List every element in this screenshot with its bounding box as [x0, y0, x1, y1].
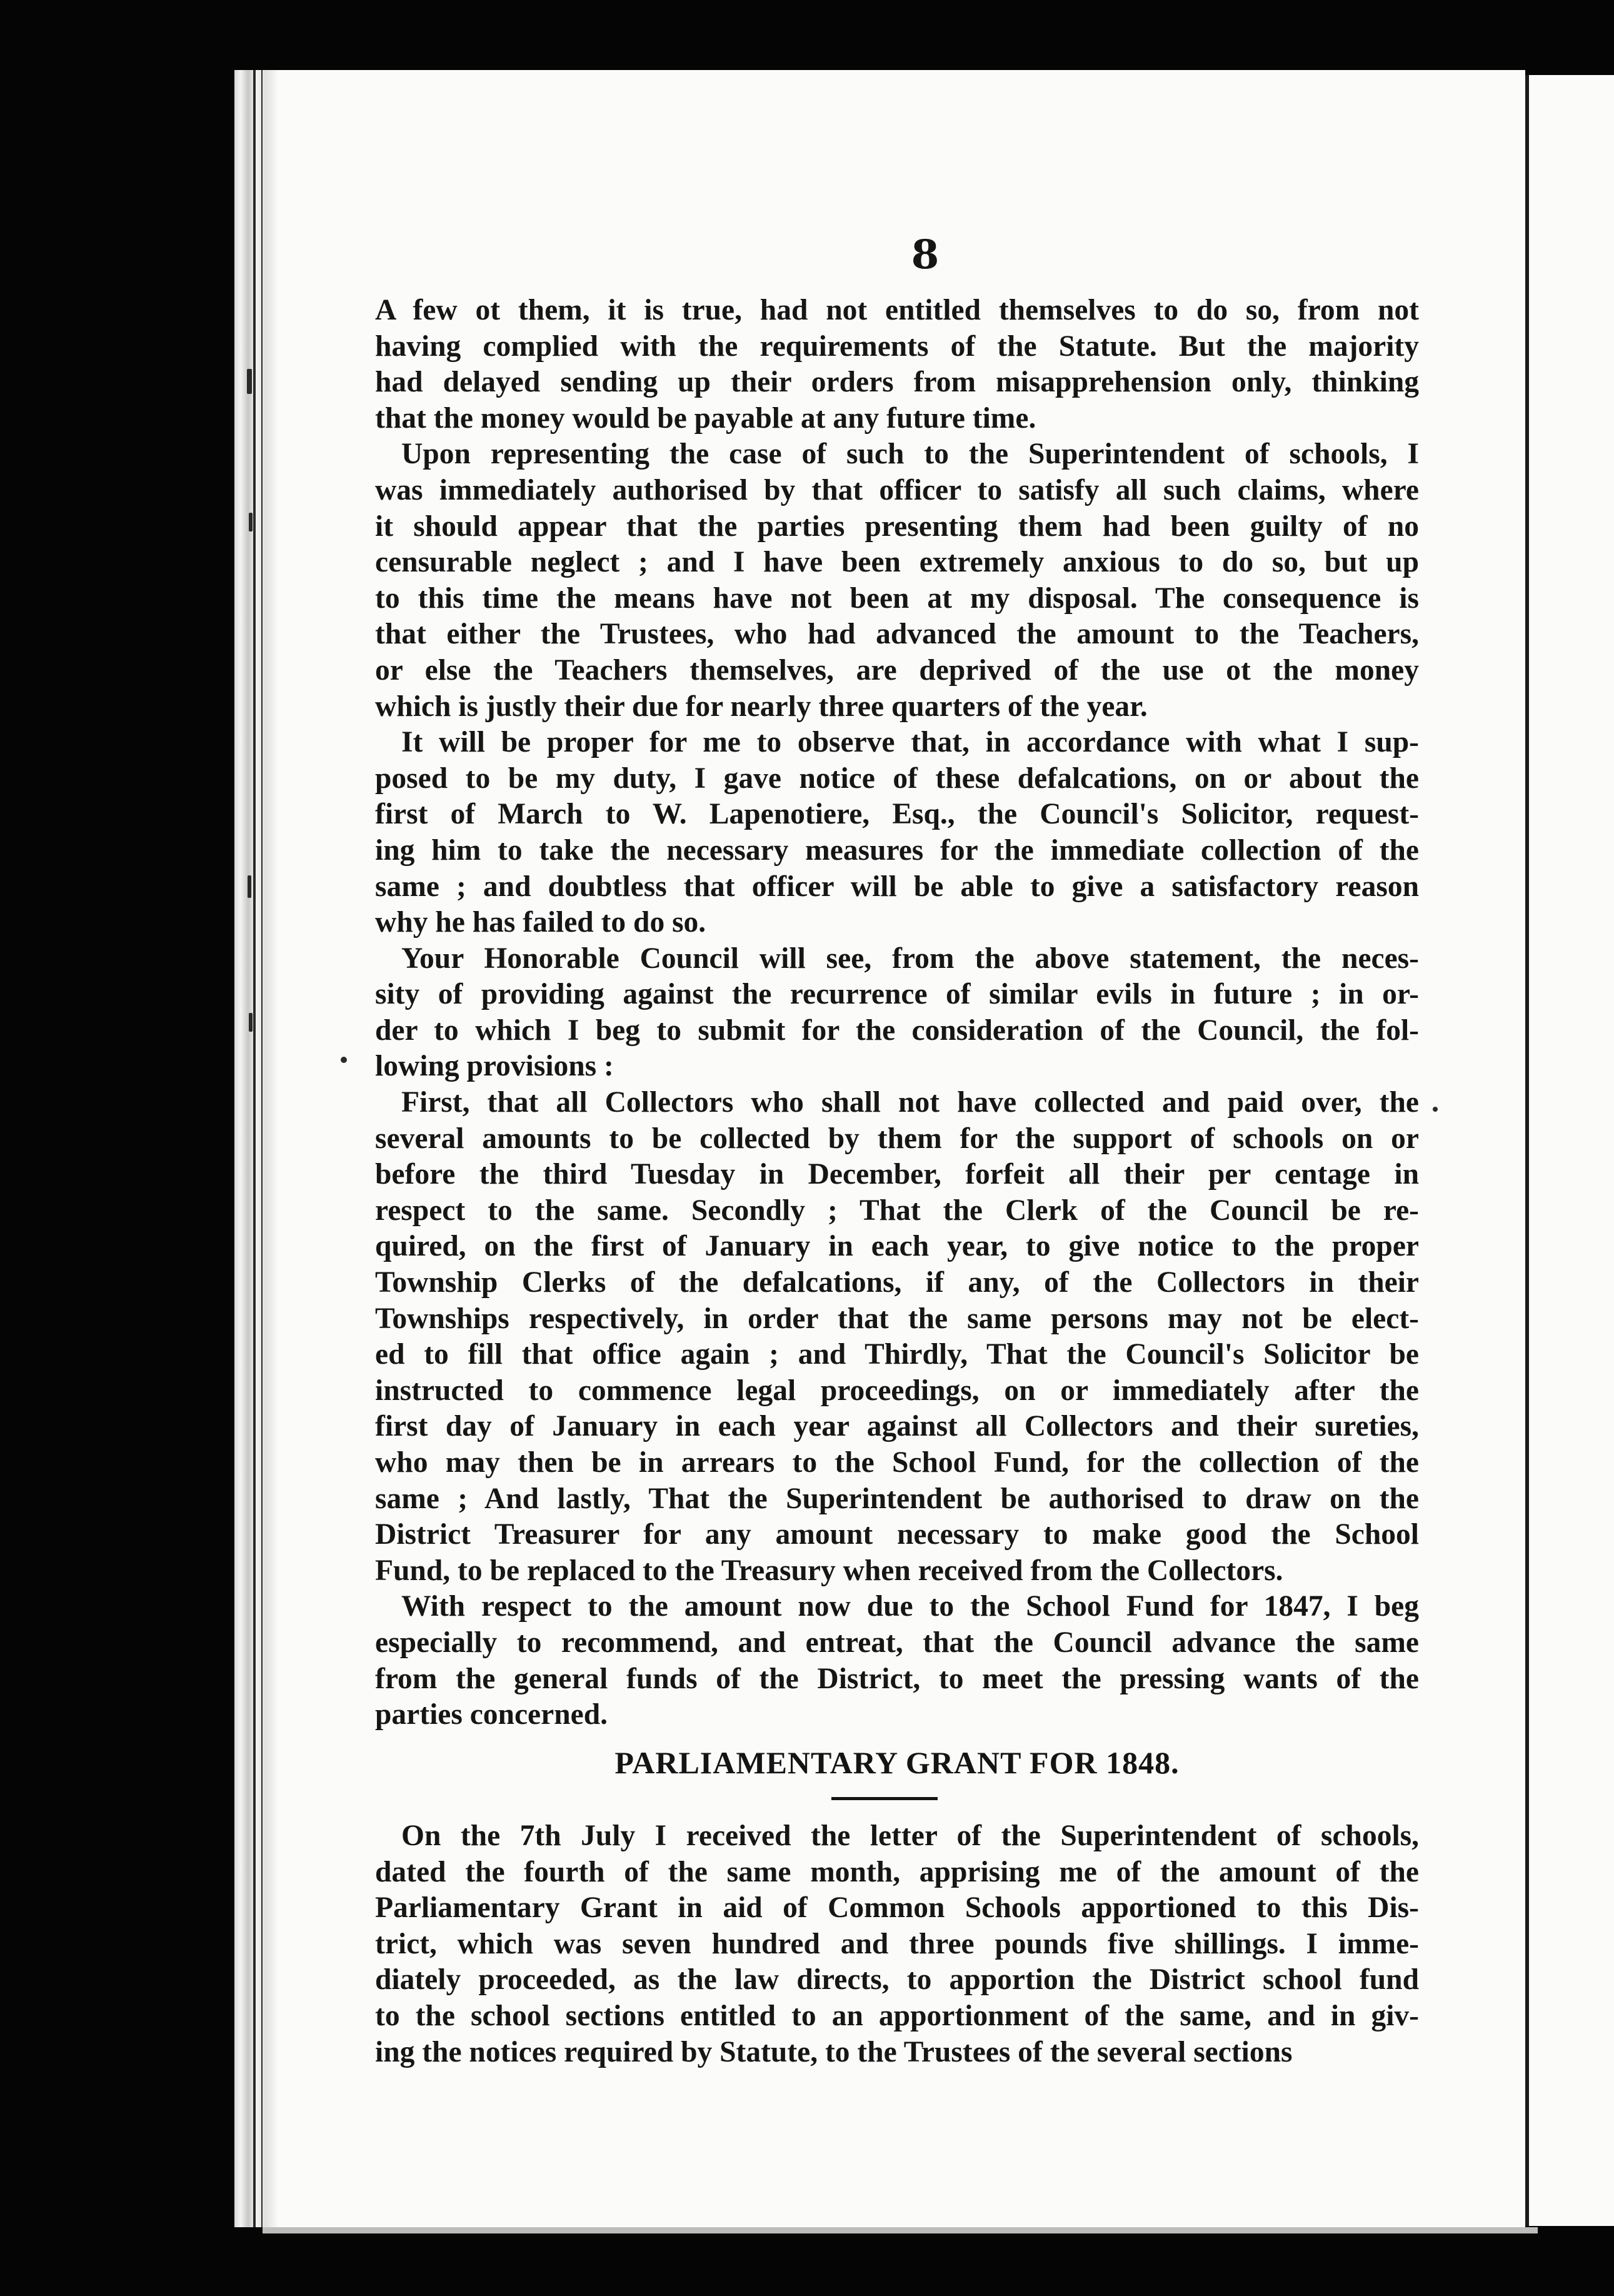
text-line: to this time the means have not been at my disposal. The consequence is — [375, 582, 1419, 615]
text-line: sity of providing against the recurrence of similar evils in future ; in or- — [375, 978, 1419, 1011]
heading-rule — [831, 1797, 938, 1800]
text-line: instructed to commence legal proceedings, on or immediately after the — [375, 1374, 1419, 1407]
text-line: With respect to the amount now due to the School Fund for 1847, I beg — [401, 1590, 1419, 1623]
body-text-bottom — [375, 1818, 1419, 2070]
text-line: that the money would be payable at any future time. — [375, 401, 1036, 435]
text-line: from the general funds of the District, to meet the pressing wants of the — [375, 1662, 1419, 1695]
text-line: first day of January in each year against all Collectors and their sureties, — [375, 1410, 1419, 1443]
text-line: who may then be in arrears to the School Fund, for the collection of the — [375, 1446, 1419, 1479]
text-line: ed to fill that office again ; and Thirdly, That the Council's Solicitor be — [375, 1338, 1419, 1371]
text-line: several amounts to be collected by them for the support of schools on or — [375, 1122, 1419, 1155]
text-line: which is justly their due for nearly three quarters of the year. — [375, 690, 1148, 723]
text-line: Townships respectively, in order that the same persons may not be elect- — [375, 1302, 1419, 1335]
margin-speck — [248, 875, 251, 898]
paragraph — [375, 1085, 1419, 1589]
binding-line — [253, 70, 256, 2227]
text-line: was immediately authorised by that officer to satisfy all such claims, where — [375, 473, 1419, 506]
text-line: Township Clerks of the defalcations, if any, of the Collectors in their — [375, 1266, 1419, 1299]
text-line: A few ot them, it is true, had not entitled themselves to do so, from not — [375, 294, 1419, 326]
text-line: same ; And lastly, That the Superintendent be authorised to draw on the — [375, 1482, 1419, 1515]
text-line: ing the notices required by Statute, to the Trustees of the several sections — [375, 2035, 1293, 2068]
binding-line — [261, 70, 263, 2227]
text-line: der to which I beg to submit for the consideration of the Council, the fol- — [375, 1014, 1419, 1047]
text-line: ing him to take the necessary measures for the immediate collection of the — [375, 833, 1419, 867]
text-line: respect to the same. Secondly ; That the Clerk of the Council be re- — [375, 1194, 1419, 1227]
text-line: It will be proper for me to observe that, in accordance with what I sup- — [401, 726, 1419, 759]
text-line: why he has failed to do so. — [375, 906, 706, 939]
text-line: especially to recommend, and entreat, that the Council advance the same — [375, 1626, 1419, 1659]
text-line: having complied with the requirements of the Statute. But the majority — [375, 330, 1419, 363]
text-line: Parliamentary Grant in aid of Common Schools apportioned to this Dis- — [375, 1891, 1419, 1925]
text-line: diately proceeded, as the law directs, to apportion the District school fund — [375, 1963, 1419, 1996]
text-line: trict, which was seven hundred and three pounds five shillings. I imme- — [375, 1927, 1419, 1960]
text-line: Your Honorable Council will see, from the above statement, the neces- — [401, 942, 1419, 975]
text-line: dated the fourth of the same month, apprising me of the amount of the — [375, 1855, 1419, 1888]
page-bottom-edge — [263, 2227, 1538, 2233]
page-binding-shadow — [234, 70, 278, 2227]
text-line: quired, on the first of January in each year, to give notice to the proper — [375, 1230, 1419, 1263]
text-line: same ; and doubtless that officer will be able to give a satisfactory reason — [375, 870, 1419, 903]
margin-speck — [249, 1013, 253, 1032]
text-line: lowing provisions : — [375, 1050, 614, 1083]
margin-speck — [341, 1057, 347, 1063]
section-heading: PARLIAMENTARY GRANT FOR 1848. — [614, 1745, 1180, 1780]
text-line: District Treasurer for any amount necessary to make good the School — [375, 1518, 1419, 1551]
margin-speck — [247, 369, 252, 394]
text-line: posed to be my duty, I gave notice of these defalcations, on or about the — [375, 762, 1419, 795]
paragraph — [375, 1818, 1419, 2070]
text-line: it should appear that the parties presenting them had been guilty of no — [375, 510, 1419, 543]
body-text-top — [375, 293, 1419, 1733]
text-line: Upon representing the case of such to the Superintendent of schools, I — [401, 438, 1419, 471]
page-number: 8 — [911, 231, 940, 278]
text-line: to the school sections entitled to an apportionment of the same, and in giv- — [375, 1999, 1419, 2032]
paragraph — [375, 1589, 1419, 1733]
text-line: On the 7th July I received the letter of the Superintendent of schools, — [401, 1820, 1419, 1852]
paragraph — [375, 941, 1419, 1085]
next-page-edge — [1525, 75, 1614, 2226]
text-line: that either the Trustees, who had advanced the amount to the Teachers, — [375, 618, 1419, 651]
margin-speck — [249, 513, 253, 531]
text-line: Fund, to be replaced to the Treasury when received from the Collectors. — [375, 1554, 1283, 1587]
paragraph — [375, 293, 1419, 436]
text-line: before the third Tuesday in December, forfeit all their per centage in — [375, 1158, 1419, 1191]
text-line: First, that all Collectors who shall not have collected and paid over, the — [401, 1086, 1419, 1119]
text-line: had delayed sending up their orders from misapprehension only, thinking — [375, 366, 1419, 399]
paragraph — [375, 725, 1419, 941]
paragraph — [375, 436, 1419, 725]
margin-speck — [1433, 1107, 1438, 1112]
text-line: or else the Teachers themselves, are deprived of the use ot the money — [375, 653, 1419, 687]
text-line: first of March to W. Lapenotiere, Esq., the Council's Solicitor, request- — [375, 798, 1419, 831]
text-line: censurable neglect ; and I have been extremely anxious to do so, but up — [375, 546, 1419, 579]
text-line: parties concerned. — [375, 1698, 608, 1731]
